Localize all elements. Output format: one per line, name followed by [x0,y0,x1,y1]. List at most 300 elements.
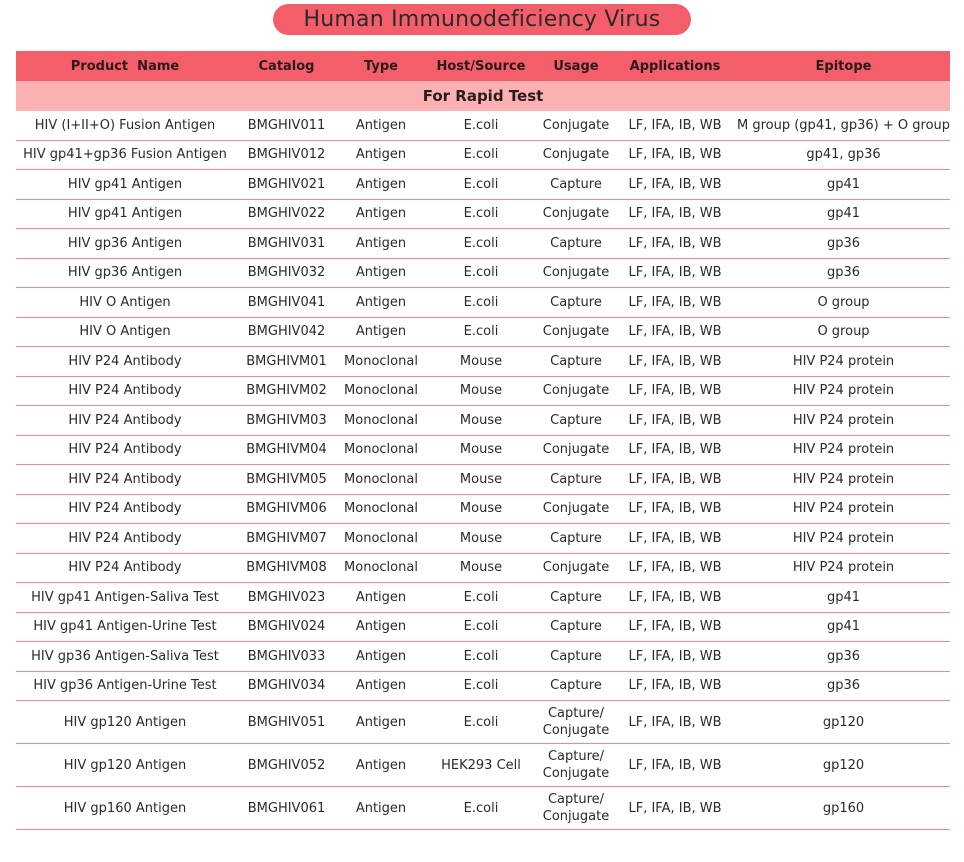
cell-host-source-text: Mouse [459,442,503,458]
cell-usage-text: Conjugate [542,383,610,399]
cell-usage [539,642,613,672]
cell-epitope-text: gp36 [826,235,861,251]
cell-epitope [737,701,950,744]
cell-product-name [16,288,234,318]
cell-applications [613,376,737,406]
cell-usage [539,494,613,524]
cell-product-name-text: HIV P24 Antibody [68,412,182,428]
cell-product-name [16,465,234,495]
cell-usage [539,671,613,701]
cell-host-source [423,701,539,744]
cell-catalog [234,553,339,583]
table-header-row [16,51,950,81]
cell-usage-text: Conjugate [542,324,610,340]
cell-type-text: Monoclonal [344,530,418,546]
cell-usage [539,170,613,200]
cell-usage-text: Capture [550,176,602,192]
cell-catalog [234,406,339,436]
cell-product-name-text: HIV P24 Antibody [68,471,182,487]
cell-catalog [234,317,339,347]
table-row [16,140,950,170]
cell-epitope-text: gp41, gp36 [806,147,881,163]
cell-epitope-text: gp41 [826,176,861,192]
cell-applications-text: LF, IFA, IB, WB [628,471,722,487]
col-header-epitope: Epitope [737,51,950,81]
cell-type-text: Monoclonal [344,353,418,369]
cell-type [339,612,423,642]
cell-epitope-text: O group [817,294,870,310]
cell-type-text: Antigen [355,648,407,664]
cell-product-name [16,642,234,672]
cell-host-source-text: E.coli [463,648,499,664]
cell-epitope-text: HIV P24 protein [792,353,895,369]
cell-type [339,583,423,613]
cell-type-text: Antigen [355,294,407,310]
cell-catalog [234,376,339,406]
cell-type [339,317,423,347]
cell-catalog-text: BMGHIVM03 [246,412,327,428]
cell-epitope [737,140,950,170]
cell-epitope [737,229,950,259]
cell-host-source-text: E.coli [463,176,499,192]
cell-product-name-text: HIV gp120 Antigen [63,714,187,730]
table-row [16,701,950,744]
cell-catalog-text: BMGHIVM02 [246,383,327,399]
table-row [16,170,950,200]
cell-usage [539,229,613,259]
cell-applications-text: LF, IFA, IB, WB [628,678,722,694]
cell-type [339,406,423,436]
cell-usage-text: Conjugate [542,206,610,222]
cell-type [339,229,423,259]
cell-product-name-text: HIV P24 Antibody [68,530,182,546]
cell-host-source [423,524,539,554]
cell-epitope [737,406,950,436]
section-row [16,81,950,111]
cell-epitope [737,671,950,701]
cell-applications-text: LF, IFA, IB, WB [628,117,722,133]
cell-applications-text: LF, IFA, IB, WB [628,648,722,664]
cell-type-text: Antigen [355,324,407,340]
table-row [16,111,950,140]
cell-applications-text: LF, IFA, IB, WB [628,147,722,163]
cell-applications-text: LF, IFA, IB, WB [628,176,722,192]
table-row [16,553,950,583]
cell-epitope-text: gp36 [826,678,861,694]
cell-usage-text: Capture [550,235,602,251]
cell-host-source-text: Mouse [459,471,503,487]
cell-product-name-text: HIV gp41 Antigen [67,206,183,222]
cell-type-text: Antigen [355,589,407,605]
cell-host-source [423,376,539,406]
cell-epitope [737,553,950,583]
cell-applications [613,553,737,583]
cell-epitope-text: O group [817,324,870,340]
col-header-catalog: Catalog [234,51,339,81]
cell-product-name [16,787,234,830]
cell-usage-text: Capture/ Conjugate [542,749,610,781]
cell-host-source [423,347,539,377]
cell-catalog-text: BMGHIV032 [247,265,326,281]
cell-type [339,258,423,288]
cell-catalog [234,642,339,672]
cell-epitope-text: gp120 [822,757,865,773]
cell-product-name-text: HIV gp36 Antigen-Saliva Test [31,648,219,664]
cell-type-text: Monoclonal [344,412,418,428]
cell-type-text: Monoclonal [344,383,418,399]
cell-applications [613,111,737,140]
cell-applications [613,288,737,318]
cell-product-name-text: HIV gp120 Antigen [63,757,187,773]
cell-type [339,787,423,830]
cell-type-text: Antigen [355,619,407,635]
cell-type [339,170,423,200]
cell-catalog [234,744,339,787]
cell-type-text: Monoclonal [344,560,418,576]
cell-applications-text: LF, IFA, IB, WB [628,324,722,340]
cell-applications [613,701,737,744]
cell-usage [539,612,613,642]
cell-type-text: Antigen [355,147,407,163]
section-label: For Rapid Test [16,81,950,111]
cell-applications [613,229,737,259]
cell-type-text: Monoclonal [344,442,418,458]
cell-product-name-text: HIV P24 Antibody [68,353,182,369]
cell-usage-text: Capture/ Conjugate [542,792,610,824]
cell-applications [613,671,737,701]
cell-applications [613,140,737,170]
cell-applications [613,317,737,347]
cell-catalog-text: BMGHIV023 [247,589,326,605]
cell-product-name [16,406,234,436]
cell-catalog-text: BMGHIVM08 [246,560,327,576]
cell-usage [539,524,613,554]
cell-host-source-text: Mouse [459,383,503,399]
cell-catalog-text: BMGHIV061 [247,800,326,816]
table-row [16,406,950,436]
cell-host-source [423,553,539,583]
cell-product-name-text: HIV gp41+gp36 Fusion Antigen [23,147,227,163]
cell-host-source-text: E.coli [463,589,499,605]
cell-usage [539,111,613,140]
cell-type [339,288,423,318]
cell-host-source [423,435,539,465]
cell-host-source-text: Mouse [459,353,503,369]
cell-epitope-text: HIV P24 protein [792,383,895,399]
cell-type-text: Antigen [355,757,407,773]
cell-usage [539,258,613,288]
cell-product-name [16,111,234,140]
cell-epitope [737,317,950,347]
cell-epitope-text: HIV P24 protein [792,501,895,517]
cell-type [339,553,423,583]
cell-catalog-text: BMGHIV034 [247,678,326,694]
cell-type-text: Antigen [355,206,407,222]
cell-usage [539,787,613,830]
cell-applications [613,465,737,495]
cell-host-source [423,494,539,524]
cell-host-source-text: E.coli [463,265,499,281]
cell-host-source [423,111,539,140]
cell-type-text: Monoclonal [344,501,418,517]
cell-product-name-text: HIV gp160 Antigen [63,800,187,816]
cell-usage-text: Capture [550,412,602,428]
table-row [16,642,950,672]
cell-epitope-text: HIV P24 protein [792,442,895,458]
cell-epitope [737,787,950,830]
cell-epitope-text: HIV P24 protein [792,530,895,546]
cell-applications [613,406,737,436]
cell-applications [613,258,737,288]
cell-product-name-text: HIV (I+II+O) Fusion Antigen [34,117,216,133]
cell-host-source-text: Mouse [459,412,503,428]
cell-epitope-text: gp41 [826,206,861,222]
page-title: Human Immunodeficiency Virus [273,4,691,35]
cell-applications [613,612,737,642]
cell-type [339,140,423,170]
cell-product-name-text: HIV P24 Antibody [68,383,182,399]
cell-applications [613,435,737,465]
cell-applications-text: LF, IFA, IB, WB [628,560,722,576]
cell-type [339,376,423,406]
cell-product-name [16,744,234,787]
cell-usage-text: Capture [550,294,602,310]
table-row [16,376,950,406]
cell-usage [539,744,613,787]
cell-product-name [16,612,234,642]
cell-host-source-text: E.coli [463,678,499,694]
cell-product-name [16,229,234,259]
cell-epitope [737,583,950,613]
table-row [16,612,950,642]
cell-usage [539,435,613,465]
cell-usage-text: Conjugate [542,560,610,576]
cell-catalog [234,583,339,613]
cell-product-name [16,317,234,347]
cell-epitope [737,376,950,406]
cell-type [339,744,423,787]
cell-applications-text: LF, IFA, IB, WB [628,501,722,517]
cell-epitope-text: gp36 [826,265,861,281]
cell-host-source [423,642,539,672]
cell-catalog [234,111,339,140]
cell-applications-text: LF, IFA, IB, WB [628,353,722,369]
cell-catalog [234,787,339,830]
cell-product-name [16,435,234,465]
cell-usage [539,465,613,495]
cell-host-source-text: E.coli [463,800,499,816]
cell-applications [613,494,737,524]
col-header-host-source: Host/Source [423,51,539,81]
cell-type-text: Antigen [355,678,407,694]
col-header-product-name: Product Name [16,51,234,81]
cell-epitope-text: HIV P24 protein [792,471,895,487]
cell-catalog-text: BMGHIV021 [247,176,326,192]
cell-usage-text: Conjugate [542,501,610,517]
cell-usage-text: Capture [550,589,602,605]
cell-catalog [234,701,339,744]
cell-host-source [423,288,539,318]
cell-host-source [423,317,539,347]
cell-catalog-text: BMGHIV041 [247,294,326,310]
cell-applications-text: LF, IFA, IB, WB [628,206,722,222]
cell-applications [613,199,737,229]
cell-type-text: Monoclonal [344,471,418,487]
cell-epitope [737,288,950,318]
cell-catalog [234,494,339,524]
cell-usage-text: Conjugate [542,117,610,133]
cell-product-name-text: HIV gp36 Antigen [67,265,183,281]
cell-epitope [737,111,950,140]
cell-catalog-text: BMGHIV033 [247,648,326,664]
cell-epitope [737,465,950,495]
table-row [16,524,950,554]
cell-product-name-text: HIV P24 Antibody [68,560,182,576]
cell-product-name-text: HIV gp41 Antigen-Saliva Test [31,589,219,605]
cell-type [339,199,423,229]
cell-type [339,465,423,495]
cell-epitope [737,199,950,229]
cell-usage-text: Conjugate [542,147,610,163]
cell-host-source [423,787,539,830]
cell-epitope [737,494,950,524]
cell-host-source [423,406,539,436]
cell-product-name-text: HIV O Antigen [79,294,171,310]
cell-product-name-text: HIV P24 Antibody [68,442,182,458]
cell-product-name-text: HIV gp36 Antigen-Urine Test [33,678,217,694]
cell-host-source-text: E.coli [463,324,499,340]
cell-type [339,701,423,744]
cell-usage [539,140,613,170]
cell-epitope-text: gp36 [826,648,861,664]
cell-applications-text: LF, IFA, IB, WB [628,383,722,399]
cell-product-name [16,494,234,524]
cell-applications-text: LF, IFA, IB, WB [628,530,722,546]
cell-type [339,494,423,524]
cell-applications [613,744,737,787]
cell-catalog-text: BMGHIVM04 [246,442,327,458]
cell-catalog [234,435,339,465]
cell-type-text: Antigen [355,176,407,192]
cell-product-name-text: HIV O Antigen [79,324,171,340]
cell-host-source-text: E.coli [463,235,499,251]
cell-epitope [737,170,950,200]
col-header-type: Type [339,51,423,81]
cell-epitope [737,642,950,672]
cell-applications-text: LF, IFA, IB, WB [628,757,722,773]
cell-type [339,524,423,554]
cell-type [339,435,423,465]
cell-type [339,347,423,377]
table-row [16,435,950,465]
cell-epitope-text: gp41 [826,589,861,605]
cell-host-source-text: E.coli [463,294,499,310]
cell-applications-text: LF, IFA, IB, WB [628,235,722,251]
cell-type-text: Antigen [355,117,407,133]
cell-usage-text: Capture [550,619,602,635]
table-row [16,494,950,524]
table-row [16,199,950,229]
cell-catalog-text: BMGHIVM05 [246,471,327,487]
cell-type [339,111,423,140]
cell-product-name [16,347,234,377]
cell-applications [613,787,737,830]
cell-usage [539,701,613,744]
cell-product-name [16,671,234,701]
cell-product-name [16,258,234,288]
cell-usage [539,288,613,318]
cell-epitope [737,744,950,787]
cell-usage [539,406,613,436]
cell-usage-text: Capture [550,353,602,369]
cell-usage [539,347,613,377]
cell-usage [539,553,613,583]
col-header-applications: Applications [613,51,737,81]
cell-product-name-text: HIV gp41 Antigen-Urine Test [33,619,217,635]
cell-epitope-text: gp41 [826,619,861,635]
cell-type [339,642,423,672]
cell-catalog-text: BMGHIV024 [247,619,326,635]
cell-host-source-text: E.coli [463,147,499,163]
cell-type [339,671,423,701]
cell-epitope-text: gp120 [822,714,865,730]
cell-host-source-text: E.coli [463,714,499,730]
cell-catalog [234,347,339,377]
table-row [16,671,950,701]
cell-usage-text: Conjugate [542,442,610,458]
cell-applications-text: LF, IFA, IB, WB [628,800,722,816]
cell-catalog-text: BMGHIVM06 [246,501,327,517]
cell-type-text: Antigen [355,714,407,730]
cell-catalog-text: BMGHIVM01 [246,353,327,369]
cell-epitope [737,435,950,465]
table-row [16,583,950,613]
cell-host-source [423,465,539,495]
cell-applications-text: LF, IFA, IB, WB [628,589,722,605]
cell-applications [613,642,737,672]
cell-catalog-text: BMGHIV051 [247,714,326,730]
cell-catalog [234,671,339,701]
cell-host-source [423,671,539,701]
cell-epitope-text: HIV P24 protein [792,560,895,576]
cell-catalog-text: BMGHIV012 [247,147,326,163]
cell-product-name-text: HIV gp41 Antigen [67,176,183,192]
cell-host-source [423,612,539,642]
cell-usage [539,199,613,229]
cell-catalog-text: BMGHIV031 [247,235,326,251]
cell-product-name [16,701,234,744]
product-table [16,51,950,830]
cell-product-name [16,140,234,170]
table-row [16,347,950,377]
cell-host-source [423,140,539,170]
cell-applications-text: LF, IFA, IB, WB [628,265,722,281]
cell-product-name [16,170,234,200]
table-row [16,288,950,318]
cell-product-name-text: HIV P24 Antibody [68,501,182,517]
cell-epitope-text: gp160 [822,800,865,816]
cell-host-source-text: HEK293 Cell [441,757,521,773]
cell-host-source [423,170,539,200]
table-row [16,744,950,787]
cell-usage-text: Capture [550,471,602,487]
cell-catalog-text: BMGHIV011 [247,117,326,133]
cell-type-text: Antigen [355,265,407,281]
cell-product-name [16,524,234,554]
cell-catalog-text: BMGHIV052 [247,757,326,773]
cell-applications-text: LF, IFA, IB, WB [628,619,722,635]
cell-applications [613,583,737,613]
